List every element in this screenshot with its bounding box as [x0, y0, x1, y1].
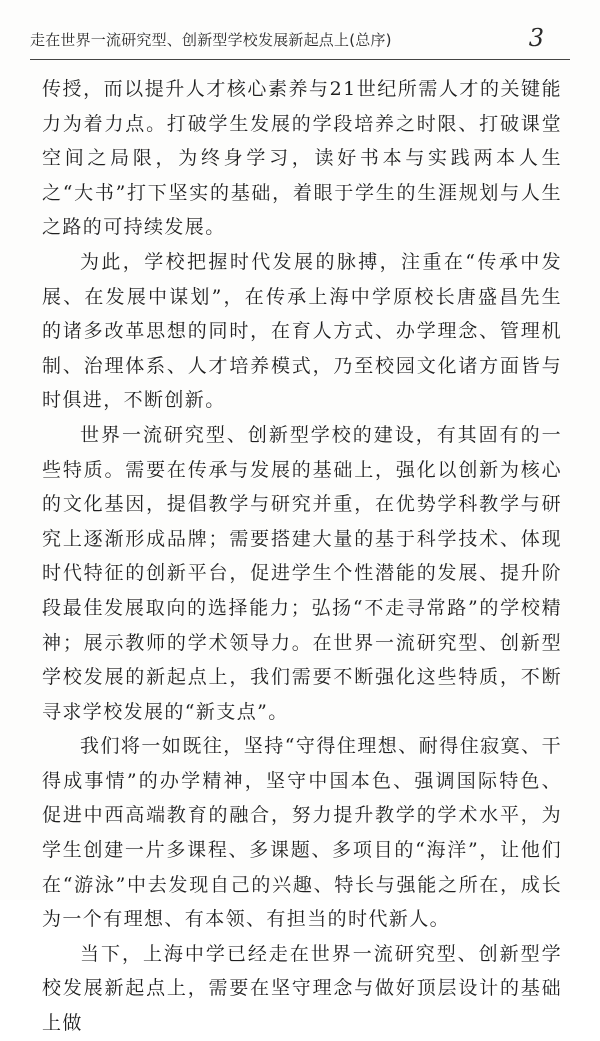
paragraph: 传授，而以提升人才核心素养与21世纪所需人才的关键能力为着力点。打破学生发展的学段培养之时限、打破课堂空间之局限，为终身学习，读好书本与实践两本人生之“大书”打下坚实的基础，着眼于学生的生涯规划与人生之路的可持续发展。 [42, 78, 562, 239]
page-number: 3 [528, 24, 544, 52]
running-header [30, 20, 570, 60]
header-rule [30, 59, 570, 60]
running-title: 走在世界一流研究型、创新型学校发展新起点上(总序) [30, 31, 392, 49]
paragraph: 当下，上海中学已经走在世界一流研究型、创新型学校发展新起点上，需要在坚守理念与做好顶层设计的基础上做 [42, 942, 562, 1035]
paragraph: 我们将一如既往，坚持“守得住理想、耐得住寂寞、干得成事情”的办学精神，坚守中国本色、强调国际特色、促进中西高端教育的融合，努力提升教学的学术水平，为学生创建一片多课程、多课题、多项目的“海洋”，让他们在“游泳”中去发现自己的兴趣、特长与强能之所在，成长为一个有理想、有本领、有担当的时代新人。 [42, 735, 562, 931]
paragraph: 世界一流研究型、创新型学校的建设，有其固有的一些特质。需要在传承与发展的基础上，强化以创新为核心的文化基因，提倡教学与研究并重，在优势学科教学与研究上逐渐形成品牌；需要搭建大量的基于科学技术、体现时代特征的创新平台，促进学生个性潜能的发展、提升阶段最佳发展取向的选择能力；弘扬“不走寻常路”的学校精神；展示教师的学术领导力。在世界一流研究型、创新型学校发展的新起点上，我们需要不断强化这些特质，不断寻求学校发展的“新支点”。 [42, 423, 562, 723]
paragraph: 为此，学校把握时代发展的脉搏，注重在“传承中发展、在发展中谋划”，在传承上海中学原校长唐盛昌先生的诸多改革思想的同时，在育人方式、办学理念、管理机制、治理体系、人才培养模式，乃至校园文化诸方面皆与时俱进，不断创新。 [42, 250, 562, 412]
body-text [42, 72, 562, 1041]
